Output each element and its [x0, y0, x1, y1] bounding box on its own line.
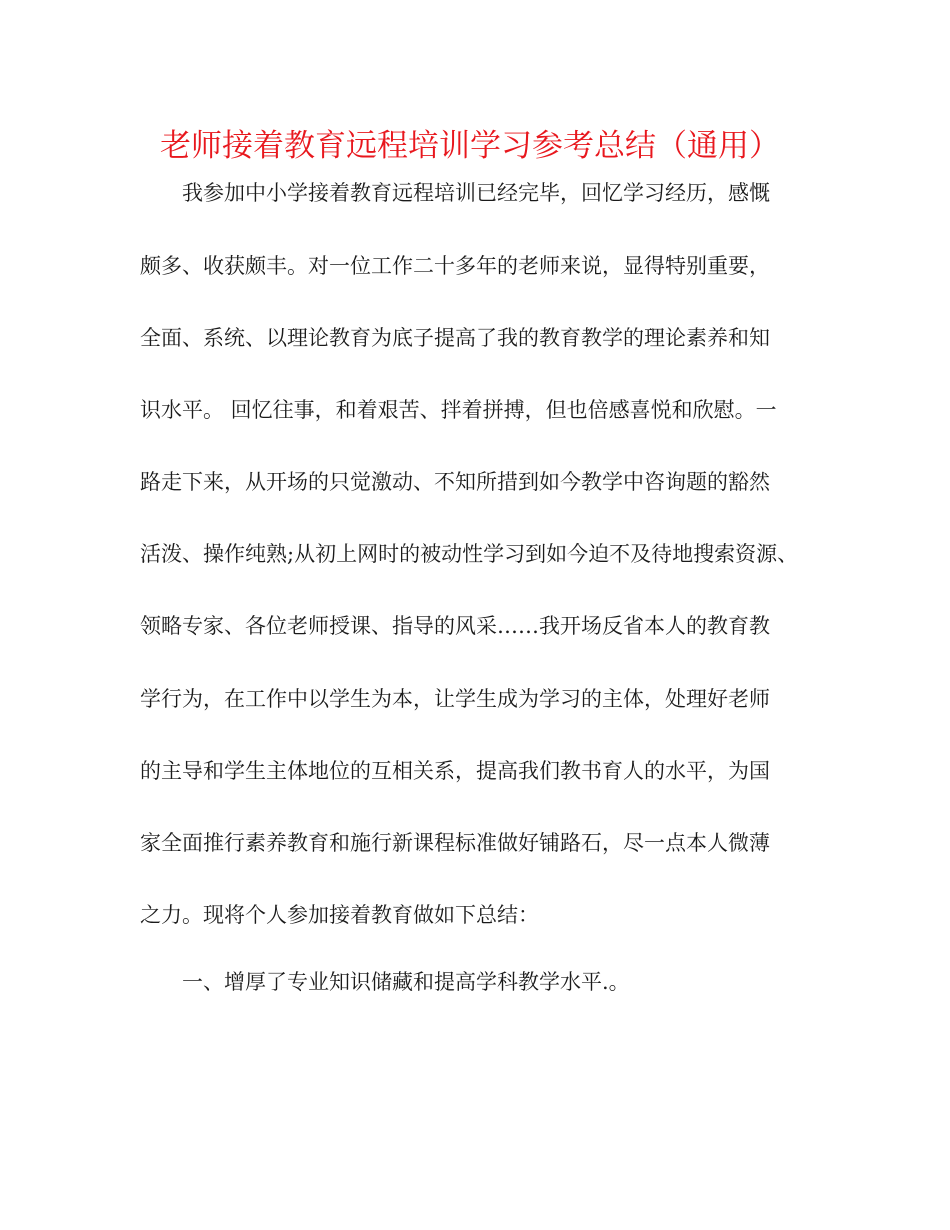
paragraph-line-1: 我参加中小学接着教育远程培训已经完毕，回忆学习经历，感慨	[182, 181, 770, 205]
paragraph-line-9: 的主导和学生主体地位的互相关系，提高我们教书育人的水平，为国	[140, 759, 770, 783]
paragraph-line-7: 领略专家、各位老师授课、指导的风采……我开场反省本人的教育教	[140, 614, 770, 638]
document-title: 老师接着教育远程培训学习参考总结（通用）	[160, 128, 780, 164]
paragraph-line-3: 全面、系统、以理论教育为底子提高了我的教育教学的理论素养和知	[140, 326, 770, 350]
paragraph-line-11: 之力。现将个人参加接着教育做如下总结：	[140, 903, 539, 927]
paragraph-line-10: 家全面推行素养教育和施行新课程标准做好铺路石，尽一点本人微薄	[140, 831, 770, 855]
paragraph-line-4: 识水平。 回忆往事，和着艰苦、拌着拼搏，但也倍感喜悦和欣慰。一	[140, 398, 777, 422]
paragraph-line-6: 活泼、操作纯熟;从初上网时的被动性学习到如今迫不及待地搜索资源、	[140, 542, 799, 566]
paragraph-line-2: 颇多、收获颇丰。对一位工作二十多年的老师来说，显得特别重要，	[140, 254, 770, 278]
section-heading-1: 一、增厚了专业知识储藏和提高学科教学水平.。	[182, 970, 630, 994]
paragraph-line-8: 学行为，在工作中以学生为本，让学生成为学习的主体，处理好老师	[140, 687, 770, 711]
paragraph-line-5: 路走下来，从开场的只觉激动、不知所措到如今教学中咨询题的豁然	[140, 470, 770, 494]
